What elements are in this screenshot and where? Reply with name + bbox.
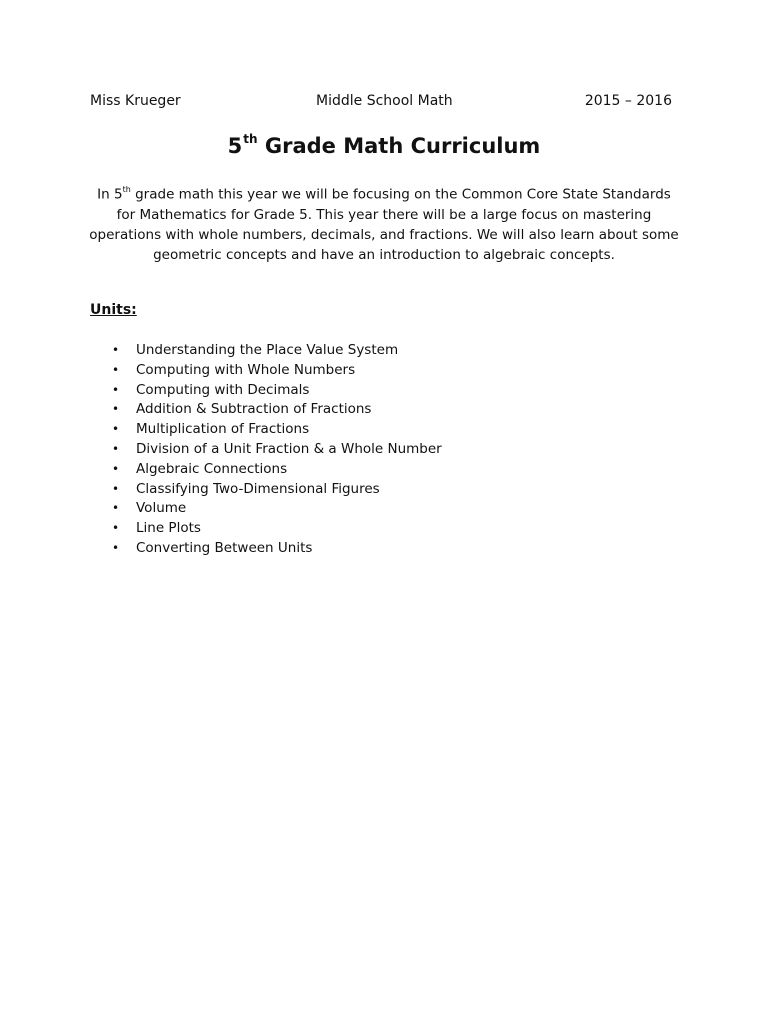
unit-label: Classifying Two-Dimensional Figures (136, 480, 380, 497)
page-title (0, 134, 768, 158)
unit-label: Division of a Unit Fraction & a Whole Number (136, 440, 442, 457)
bullet-icon: • (112, 382, 120, 397)
unit-label: Line Plots (136, 520, 201, 537)
bullet-icon: • (112, 343, 120, 357)
document-header (90, 93, 672, 113)
list-item (112, 460, 442, 480)
bullet-icon: • (112, 402, 120, 417)
list-item (112, 519, 442, 539)
intro-part2: grade math this year we will be focusing on the Common Core State Standards for Mathematics for Grade 5. This year there will be a large focus on mastering operations with whole numbers, decimals, and fractions. We will also learn about some geometric concepts and have an introduction to algebraic concepts. (89, 186, 679, 263)
bullet-icon: • (112, 521, 120, 536)
list-item (112, 480, 442, 500)
teacher-name: Miss Krueger (90, 93, 181, 109)
bullet-icon: • (112, 441, 120, 456)
title-text: Grade Math Curriculum (257, 134, 541, 158)
list-item (112, 341, 442, 361)
bullet-icon: • (112, 501, 120, 516)
unit-label: Algebraic Connections (136, 460, 288, 477)
unit-label: Addition & Subtraction of Fractions (136, 401, 372, 418)
bullet-icon: • (112, 540, 120, 555)
list-item (112, 361, 442, 381)
list-item (112, 499, 442, 519)
bullet-icon: • (112, 422, 120, 437)
unit-label: Computing with Decimals (136, 381, 310, 398)
school-year: 2015 – 2016 (584, 93, 672, 109)
list-item (112, 400, 442, 420)
unit-label: Understanding the Place Value System (136, 342, 399, 358)
bullet-icon: • (112, 481, 120, 496)
intro-paragraph (88, 181, 680, 265)
course-name: Middle School Math (316, 93, 453, 109)
intro-part1: In 5 (97, 186, 123, 203)
units-list (112, 341, 442, 559)
units-heading: Units: (90, 302, 137, 318)
bullet-icon: • (112, 461, 120, 476)
list-item (112, 420, 442, 440)
intro-superscript: th (122, 185, 131, 194)
list-item (112, 381, 442, 401)
unit-label: Computing with Whole Numbers (136, 361, 356, 378)
title-number: 5 (227, 134, 243, 158)
unit-label: Multiplication of Fractions (136, 421, 310, 438)
title-superscript: th (243, 132, 258, 146)
unit-label: Converting Between Units (136, 539, 313, 556)
list-item (112, 539, 442, 559)
bullet-icon: • (112, 362, 120, 377)
list-item (112, 440, 442, 460)
unit-label: Volume (136, 500, 187, 517)
